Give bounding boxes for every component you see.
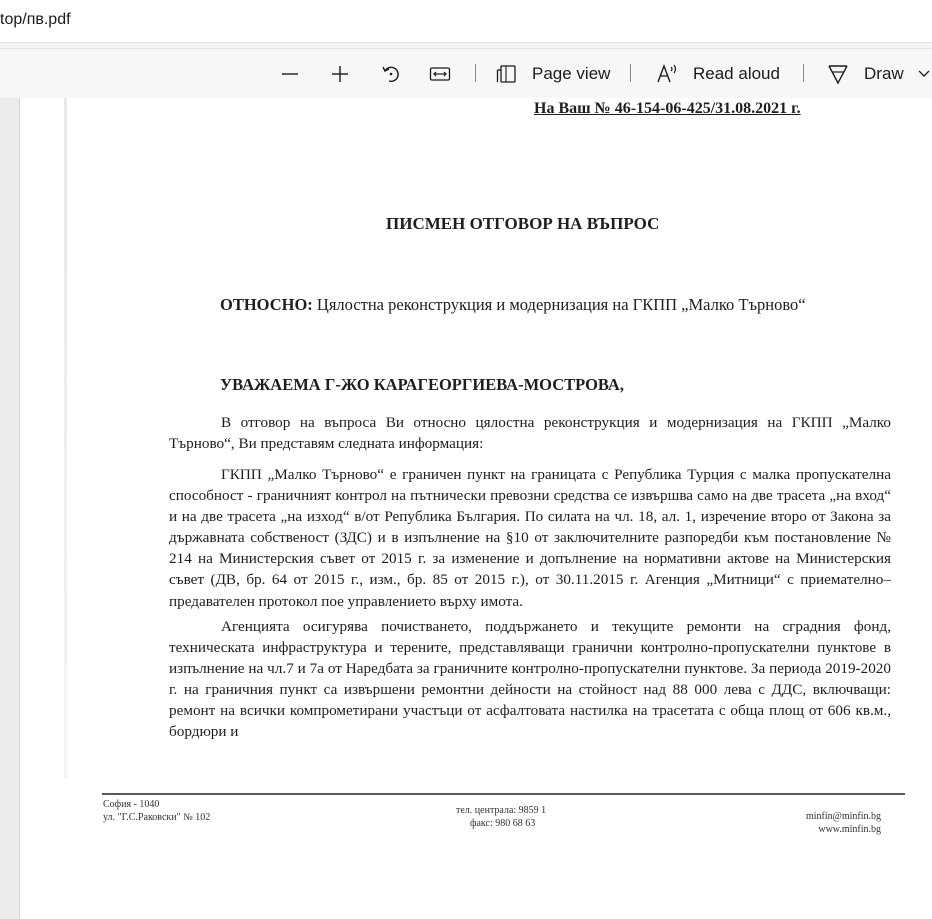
scan-edge: [64, 98, 67, 778]
footer-website: www.minfin.bg: [818, 824, 882, 835]
fit-width-button[interactable]: [429, 49, 451, 98]
draw-icon: [827, 63, 849, 85]
footer-fax: факс: 980 68 63: [470, 818, 536, 829]
footer-address-line: София - 1040: [103, 799, 160, 810]
footer-contacts: [456, 804, 546, 830]
subject-text: Цялостна реконструкция и модернизация на ГКПП „Малко Търново“: [312, 295, 806, 314]
url-text[interactable]: top/пв.pdf: [0, 11, 71, 28]
address-bar[interactable]: [0, 0, 932, 43]
pdf-page: [20, 98, 932, 919]
document-reference: На Ваш № 46-154-06-425/31.08.2021 г.: [534, 100, 801, 117]
read-aloud-button[interactable]: [656, 49, 780, 98]
footer-web: [806, 810, 881, 836]
document-subject: [220, 295, 806, 315]
document-title: ПИСМЕН ОТГОВОР НА ВЪПРОС: [386, 214, 660, 233]
zoom-out-button[interactable]: [280, 49, 300, 98]
pdf-toolbar: [0, 48, 932, 99]
chevron-down-icon[interactable]: [918, 68, 930, 80]
paragraph: В отговор на въпроса Ви относно цялостна реконструкция и модернизация на ГКПП „Малко Търново“, Ви представям следната информация:: [169, 414, 891, 453]
draw-button[interactable]: [827, 49, 930, 98]
minus-icon: [280, 64, 300, 84]
footer-address: [103, 798, 210, 824]
rotate-icon: [380, 63, 402, 85]
footer-address-line: ул. "Г.С.Раковски" № 102: [103, 812, 211, 823]
toolbar-divider: [803, 64, 804, 82]
fit-width-icon: [429, 65, 451, 83]
toolbar-divider: [475, 64, 476, 82]
zoom-in-button[interactable]: [330, 49, 350, 98]
paragraph: Агенцията осигурява почистването, поддържането и текущите ремонти на сградния фонд, техническата инфраструктура и терените, представляващи гранични контролно-пропускателни пунктове в изпълнение на чл.7 и 7а от Наредбата за граничните контролно-пропускателни пунктове. За периода 2019-2020 г. на граничния пункт са извършени ремонтни дейности на стойност над 88 000 лева с ДДС, включващи: ремонт на всички компрометирани участъци от асфалтовата настилка на трасетата с обща площ от 606 кв.м., бордюри и: [169, 618, 891, 741]
pdf-viewer[interactable]: [0, 98, 932, 919]
page-view-button[interactable]: [496, 49, 610, 98]
page-view-label: Page view: [532, 63, 611, 83]
subject-label: ОТНОСНО:: [220, 295, 313, 314]
plus-icon: [330, 64, 350, 84]
paragraph: ГКПП „Малко Търново“ е граничен пункт на границата с Република Турция с малка пропускателна способност - граничният контрол на пътнически превозни средства се извършва само на две трасета „на вход“ и на две трасета „на изход“ в/от Република България. По силата на чл. 18, ал. 1, изречение второ от Закона за държавната собственост (ЗДС) и в изпълнение на §10 от заключителните разпоредби към постановление № 214 на Министерския съвет от 2015 г. за изменение и допълнение на нормативни актове на Министерския съвет (ДВ, бр. 64 от 2015 г., изм., бр. 85 от 2015 г.), от 30.11.2015 г. Агенция „Митници“ с приемателно–предавателен протокол пое управлението върху имота.: [169, 466, 891, 610]
salutation: УВАЖАЕМА Г-ЖО КАРАГЕОРГИЕВА-МОСТРОВА,: [220, 375, 624, 394]
page-view-icon: [496, 64, 518, 84]
toolbar-divider: [630, 64, 631, 82]
draw-label: Draw: [864, 63, 904, 83]
footer-phone: тел. централа: 9859 1: [456, 805, 547, 816]
read-aloud-icon: [656, 63, 680, 85]
footer-rule: [102, 793, 905, 795]
rotate-button[interactable]: [380, 49, 402, 98]
read-aloud-label: Read aloud: [693, 63, 780, 83]
viewer-margin: [0, 98, 20, 919]
footer-email: minfin@minfin.bg: [806, 811, 882, 822]
